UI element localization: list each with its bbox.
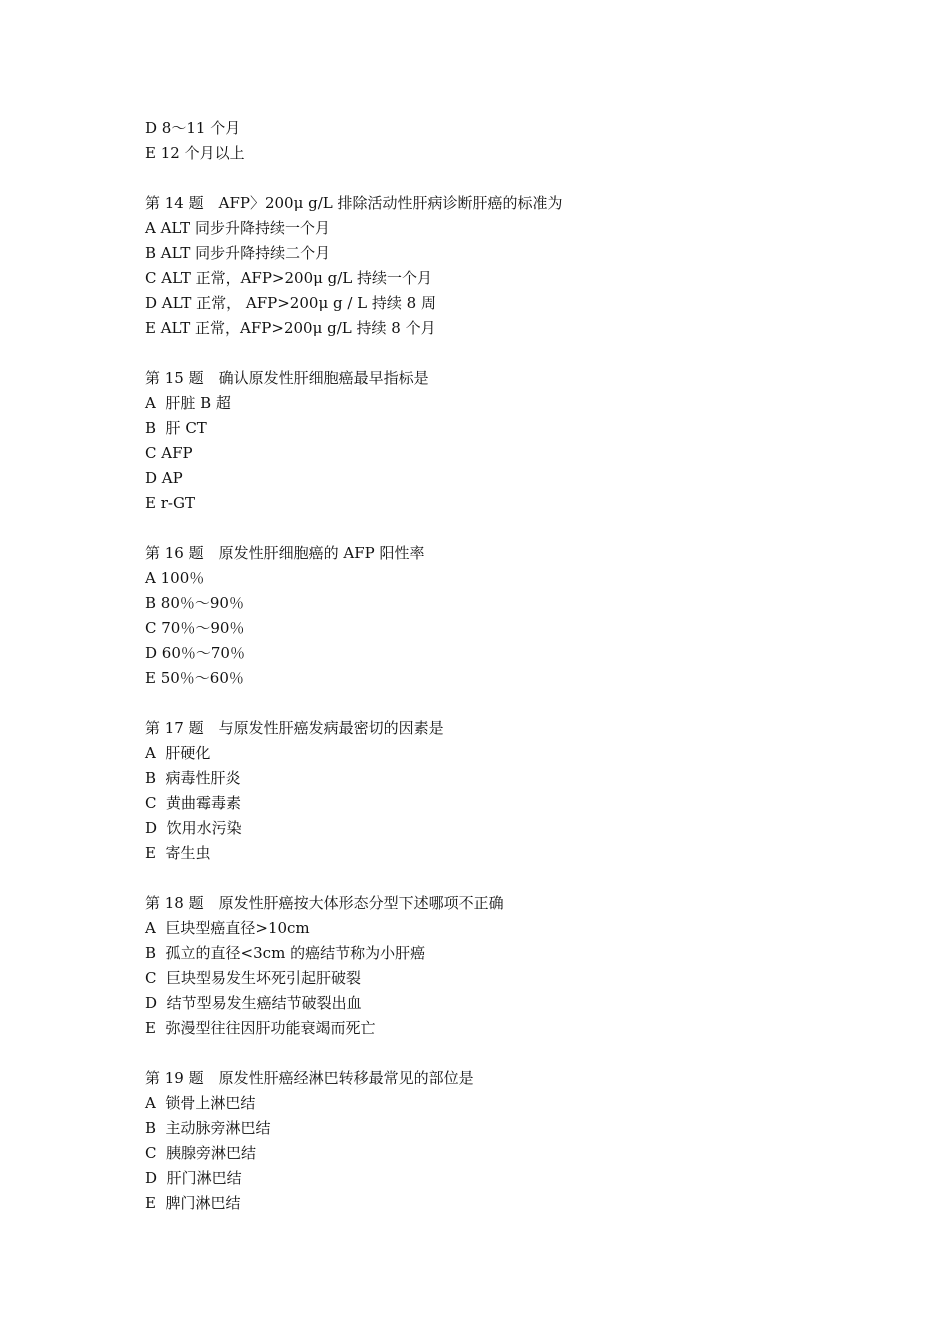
question-title: 第 14 题 AFP〉200μ g/L 排除活动性肝病诊断肝癌的标准为: [145, 194, 563, 212]
option-line: A 锁骨上淋巴结: [145, 1094, 256, 1112]
option-line: C 黄曲霉毒素: [145, 794, 242, 812]
spacer: [145, 866, 845, 891]
option-line: C ALT 正常，AFP>200μ g/L 持续一个月: [145, 269, 433, 287]
option-line: B 80％～90％: [145, 594, 244, 612]
option-line: D AP: [145, 469, 183, 487]
spacer: [145, 1041, 845, 1066]
option-line: A 巨块型癌直径>10cm: [145, 919, 310, 937]
option-line: D 肝门淋巴结: [145, 1169, 242, 1187]
option-line: D 60％～70％: [145, 644, 245, 662]
question-title: 第 15 题 确认原发性肝细胞癌最早指标是: [145, 369, 429, 387]
option-line: A ALT 同步升降持续一个月: [145, 219, 330, 237]
spacer: [145, 516, 845, 541]
option-line: E 50％～60％: [145, 669, 244, 687]
question-title: 第 17 题 与原发性肝癌发病最密切的因素是: [145, 719, 444, 737]
option-line: B 孤立的直径<3cm 的癌结节称为小肝癌: [145, 944, 426, 962]
option-line: D ALT 正常， AFP>200μ g / L 持续 8 周: [145, 294, 436, 312]
option-line: E r-GT: [145, 494, 195, 512]
option-line: C AFP: [145, 444, 193, 462]
option-line: E 脾门淋巴结: [145, 1194, 241, 1212]
option-line: A 100％: [145, 569, 205, 587]
option-line: D 8～11 个月: [145, 119, 241, 137]
option-line: C 胰腺旁淋巴结: [145, 1144, 257, 1162]
option-line: A 肝硬化: [145, 744, 211, 762]
option-line: B 肝 CT: [145, 419, 207, 437]
option-line: B 主动脉旁淋巴结: [145, 1119, 271, 1137]
option-line: E 弥漫型往往因肝功能衰竭而死亡: [145, 1019, 376, 1037]
spacer: [145, 691, 845, 716]
option-line: A 肝脏 B 超: [145, 394, 231, 412]
option-line: D 结节型易发生癌结节破裂出血: [145, 994, 362, 1012]
option-line: C 巨块型易发生坏死引起肝破裂: [145, 969, 362, 987]
option-line: C 70％～90％: [145, 619, 245, 637]
option-line: E ALT 正常，AFP>200μ g/L 持续 8 个月: [145, 319, 436, 337]
option-line: B 病毒性肝炎: [145, 769, 241, 787]
option-line: E 12 个月以上: [145, 144, 245, 162]
option-line: E 寄生虫: [145, 844, 211, 862]
option-line: D 饮用水污染: [145, 819, 242, 837]
spacer: [145, 341, 845, 366]
spacer: [145, 166, 845, 191]
option-line: B ALT 同步升降持续二个月: [145, 244, 331, 262]
question-title: 第 19 题 原发性肝癌经淋巴转移最常见的部位是: [145, 1069, 474, 1087]
question-title: 第 16 题 原发性肝细胞癌的 AFP 阳性率: [145, 544, 425, 562]
question-title: 第 18 题 原发性肝癌按大体形态分型下述哪项不正确: [145, 894, 504, 912]
document-content: [145, 116, 845, 1216]
